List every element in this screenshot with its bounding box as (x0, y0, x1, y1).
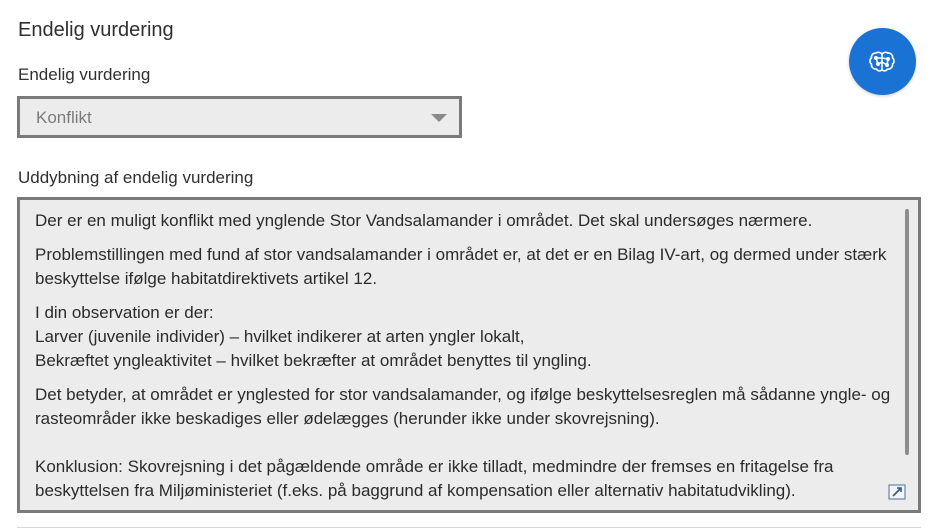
details-paragraph: I din observation er der: Larver (juvenile individer) – hvilket indikerer at arten yngler lokalt, Bekræftet yngleaktivitet – hvilket bekræfter at området benyttes til yngling. (35, 303, 592, 370)
details-label: Uddybning af endelig vurdering (18, 168, 254, 187)
assessment-label: Endelig vurdering (18, 65, 151, 84)
details-paragraph: Konklusion: Skovrejsning i det pågældende område er ikke tilladt, medmindre der fremses en fritagelse fra beskyttelsen fra Miljøministeriet (f.eks. på baggrund af kompensation eller alternativ habitatudvikling). (35, 457, 834, 500)
divider (17, 527, 921, 528)
details-paragraph: Problemstillingen med fund af stor vandsalamander i området er, at det er en Bilag IV-art, og dermed under stærk beskyttelse ifølge habitatdirektivets artikel 12. (35, 245, 887, 288)
assessment-selected-value: Konflikt (36, 108, 92, 127)
resize-handle-icon[interactable] (888, 484, 906, 500)
details-paragraph: Det betyder, at området er ynglested for stor vandsalamander, og ifølge beskyttelsesreglen må sådanne yngle- og rasteområder ikke beskadiges eller ødelægges (herunder ikke under skovrejsning). (35, 385, 891, 428)
chevron-down-icon (431, 114, 447, 122)
ai-assistant-button[interactable] (849, 28, 916, 95)
details-paragraph: Der er en muligt konflikt med ynglende Stor Vandsalamander i området. Det skal undersøges nærmere. (35, 211, 813, 230)
brain-icon (868, 49, 898, 75)
section-title: Endelig vurdering (18, 19, 174, 41)
details-text (35, 209, 897, 513)
assessment-select[interactable] (17, 96, 462, 138)
textarea-scrollbar[interactable] (905, 209, 909, 455)
details-textarea[interactable] (17, 197, 921, 513)
